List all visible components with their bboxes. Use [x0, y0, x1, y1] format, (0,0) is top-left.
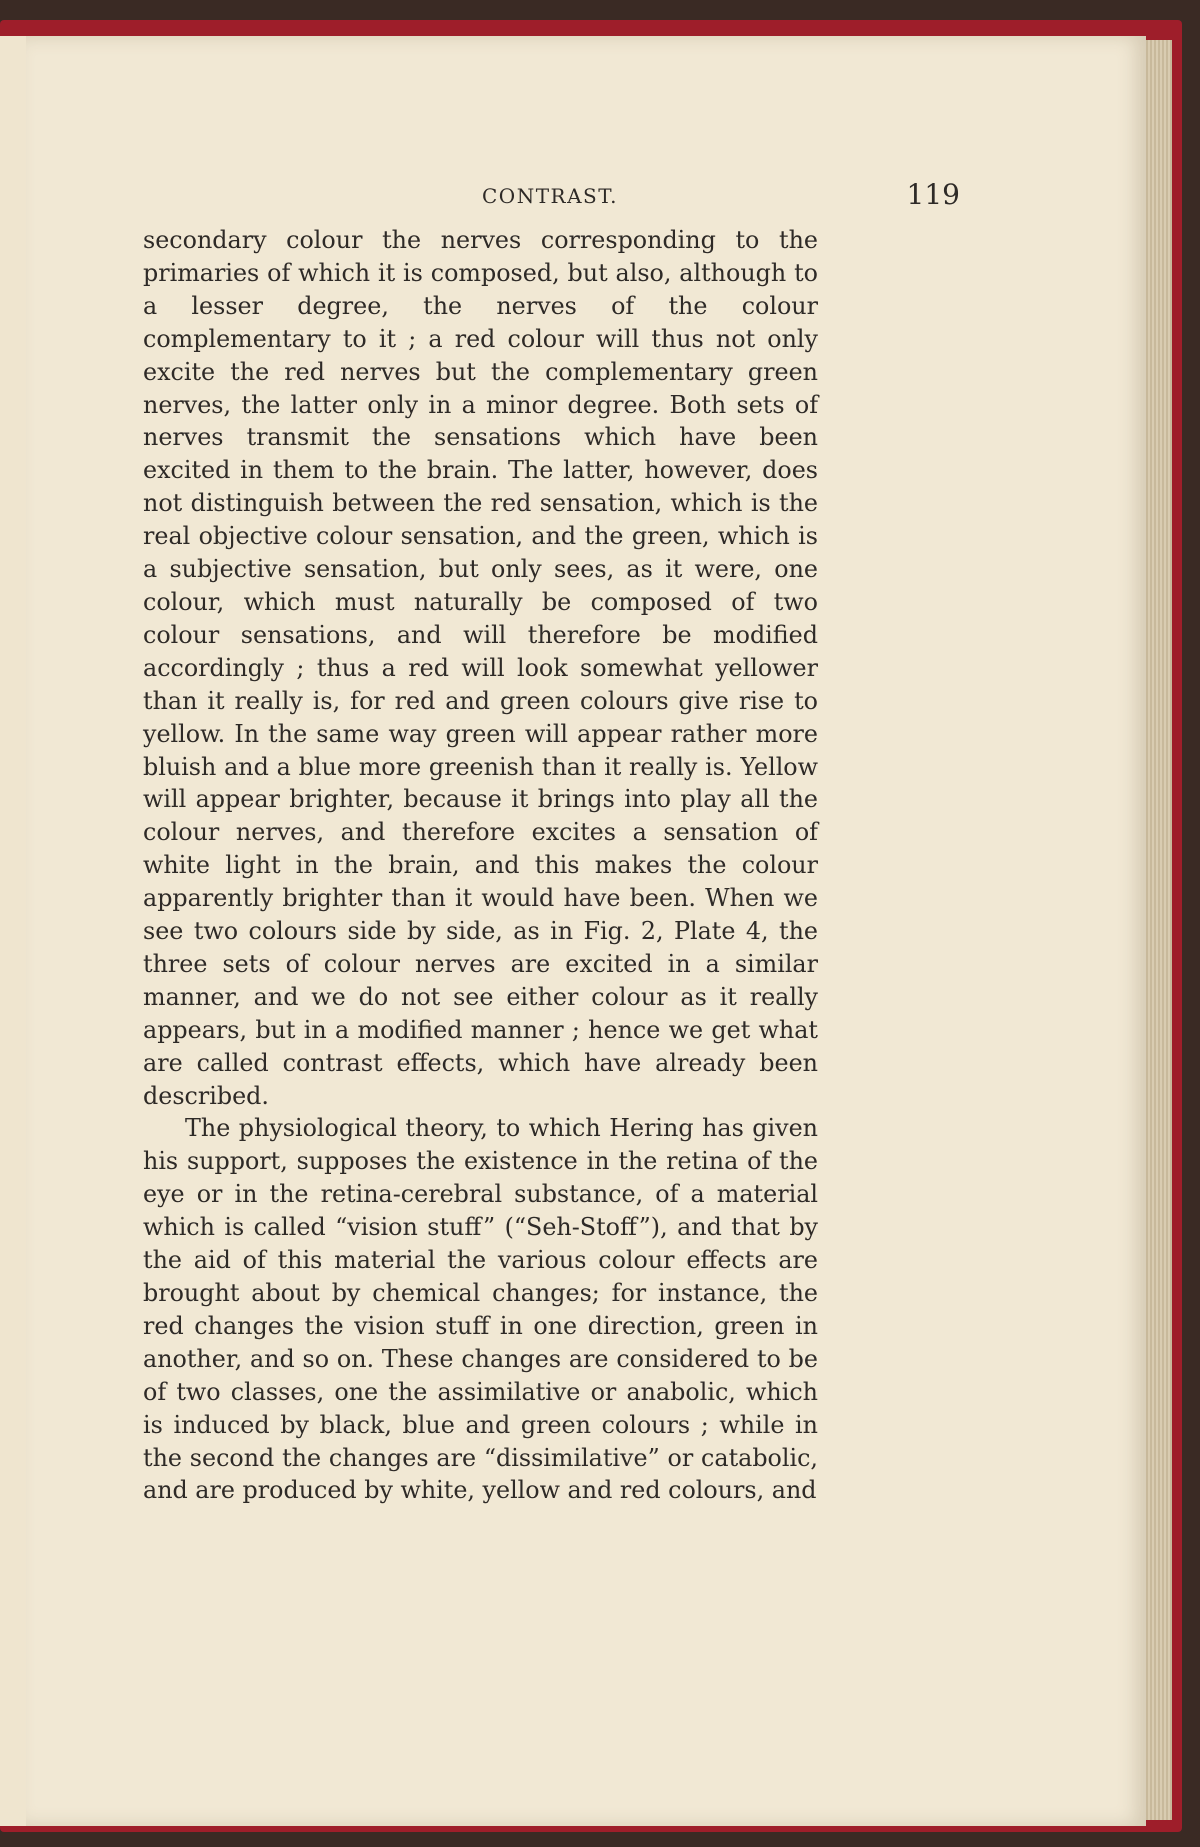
paragraph-1: secondary colour the nerves corresponding to the primaries of which it is composed, but also, although to a lesser degree, the nerves of the colour complementary to it ; a red colour will thus not only excite the red nerves but the complementary green nerves, the latter only in a minor degree. Both sets of nerves transmit the sensations which have been excited in them to the brain. The latter, however, does not distinguish between the red sensation, which is the real objective colour sensation, and the green, which is a subjective sensation, but only sees, as it were, one colour, which must naturally be composed of two colour sensations, and will therefore be modified accordingly ; thus a red will look somewhat yellower than it really is, for red and green colours give rise to yellow. In the same way green will appear rather more bluish and a blue more greenish than it really is. Yellow will appear brighter, because it brings into play all the colour nerves, and therefore excites a sensation of white light in the brain, and this makes the colour apparently brighter than it would have been. When we see two colours side by side, as in Fig. 2, Plate 4, the three sets of colour nerves are excited in a similar manner, and we do not see either colour as it really appears, but in a modified manner ; hence we get what are called contrast effects, which have already been described. — [143, 226, 818, 1110]
body-text — [143, 224, 818, 1507]
page-number: 119 — [906, 178, 960, 211]
paragraph-2: The physiological theory, to which Hering has given his support, supposes the existence in the retina of the eye or in the retina-cerebral substance, of a material which is called “vision stuff” (“Seh-Stoff”), and that by the aid of this material the various colour effects are brought about by chemical changes; for instance, the red changes the vision stuff in one direction, green in another, and so on. These changes are considered to be of two classes, one the assimilative or anabolic, which is induced by black, blue and green colours ; while in the second the changes are “dissimilative” or catabolic, and are produced by white, yellow and red colours, and — [143, 1114, 818, 1505]
running-head — [140, 176, 960, 220]
running-head-title: CONTRAST. — [482, 184, 618, 208]
previous-page-edge — [0, 36, 29, 1826]
